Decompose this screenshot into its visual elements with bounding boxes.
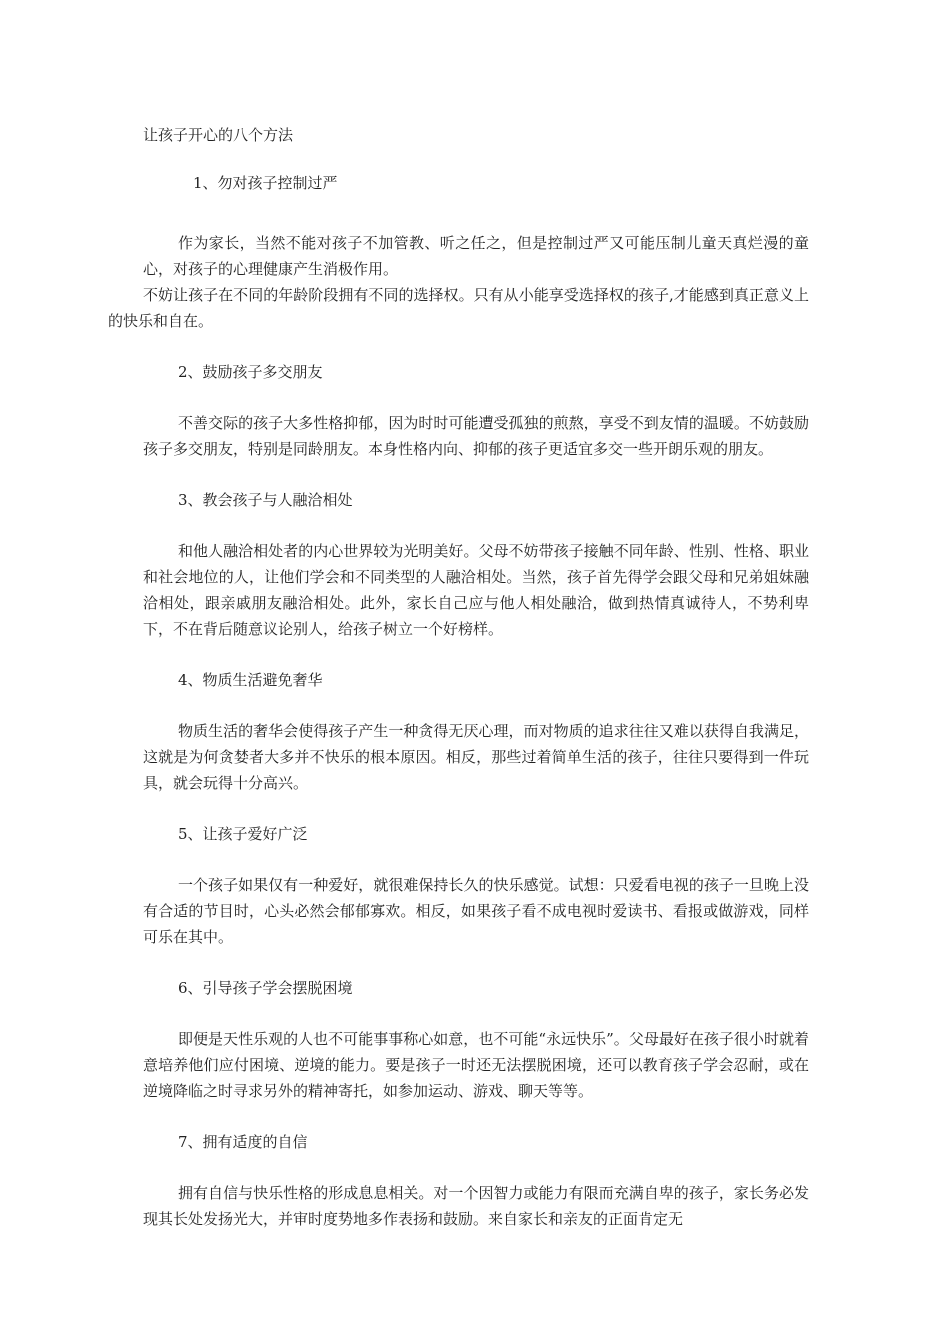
- section-paragraph-4: 物质生活的奢华会使得孩子产生一种贪得无厌心理，而对物质的追求往往又难以获得自我满足，这就是为何贪婪者大多并不快乐的根本原因。相反，那些过着简单生活的孩子，往往只要得到一件玩具，就会玩得十分高兴。: [143, 722, 809, 792]
- section-heading-3: 3、教会孩子与人融洽相处: [178, 491, 353, 509]
- document-title: 让孩子开心的八个方法: [143, 126, 294, 144]
- section-paragraph-1: [108, 230, 809, 334]
- section-heading-6: 6、引导孩子学会摆脱困境: [178, 979, 353, 997]
- section-paragraph-5: 一个孩子如果仅有一种爱好，就很难保持长久的快乐感觉。试想：只爱看电视的孩子一旦晚上没有合适的节目时，心头必然会郁郁寡欢。相反，如果孩子看不成电视时爱读书、看报或做游戏，同样可乐在其中。: [143, 876, 809, 946]
- section-heading-1: 1、勿对孩子控制过严: [193, 174, 338, 192]
- section-heading-5: 5、让孩子爱好广泛: [178, 825, 308, 843]
- section-paragraph-3: 和他人融洽相处者的内心世界较为光明美好。父母不妨带孩子接触不同年龄、性别、性格、职业和社会地位的人，让他们学会和不同类型的人融洽相处。当然，孩子首先得学会跟父母和兄弟姐妹融洽相处，跟亲戚朋友融洽相处。此外，家长自己应与他人相处融洽，做到热情真诚待人，不势利卑下，不在背后随意议论别人，给孩子树立一个好榜样。: [143, 542, 809, 638]
- section-paragraph-6: 即便是天性乐观的人也不可能事事称心如意，也不可能“永远快乐”。父母最好在孩子很小时就着意培养他们应付困境、逆境的能力。要是孩子一时还无法摆脱困境，还可以教育孩子学会忍耐，或在逆境降临之时寻求另外的精神寄托，如参加运动、游戏、聊天等等。: [143, 1030, 809, 1100]
- section-paragraph-2: 不善交际的孩子大多性格抑郁，因为时时可能遭受孤独的煎熬，享受不到友情的温暖。不妨鼓励孩子多交朋友，特别是同龄朋友。本身性格内向、抑郁的孩子更适宜多交一些开朗乐观的朋友。: [143, 414, 809, 458]
- section-heading-2: 2、鼓励孩子多交朋友: [178, 363, 323, 381]
- section-paragraph-7: 拥有自信与快乐性格的形成息息相关。对一个因智力或能力有限而充满自卑的孩子，家长务必发现其长处发扬光大，并审时度势地多作表扬和鼓励。来自家长和亲友的正面肯定无: [143, 1184, 809, 1228]
- section-heading-7: 7、拥有适度的自信: [178, 1133, 308, 1151]
- section-paragraph-1-part-1: 作为家长，当然不能对孩子不加管教、听之任之，但是控制过严又可能压制儿童天真烂漫的童心，对孩子的心理健康产生消极作用。: [143, 234, 809, 278]
- section-paragraph-1-part-2: 不妨让孩子在不同的年龄阶段拥有不同的选择权。只有从小能享受选择权的孩子,才能感到真正意义上的快乐和自在。: [108, 286, 809, 330]
- section-heading-4: 4、物质生活避免奢华: [178, 671, 323, 689]
- document-page: [108, 122, 809, 1257]
